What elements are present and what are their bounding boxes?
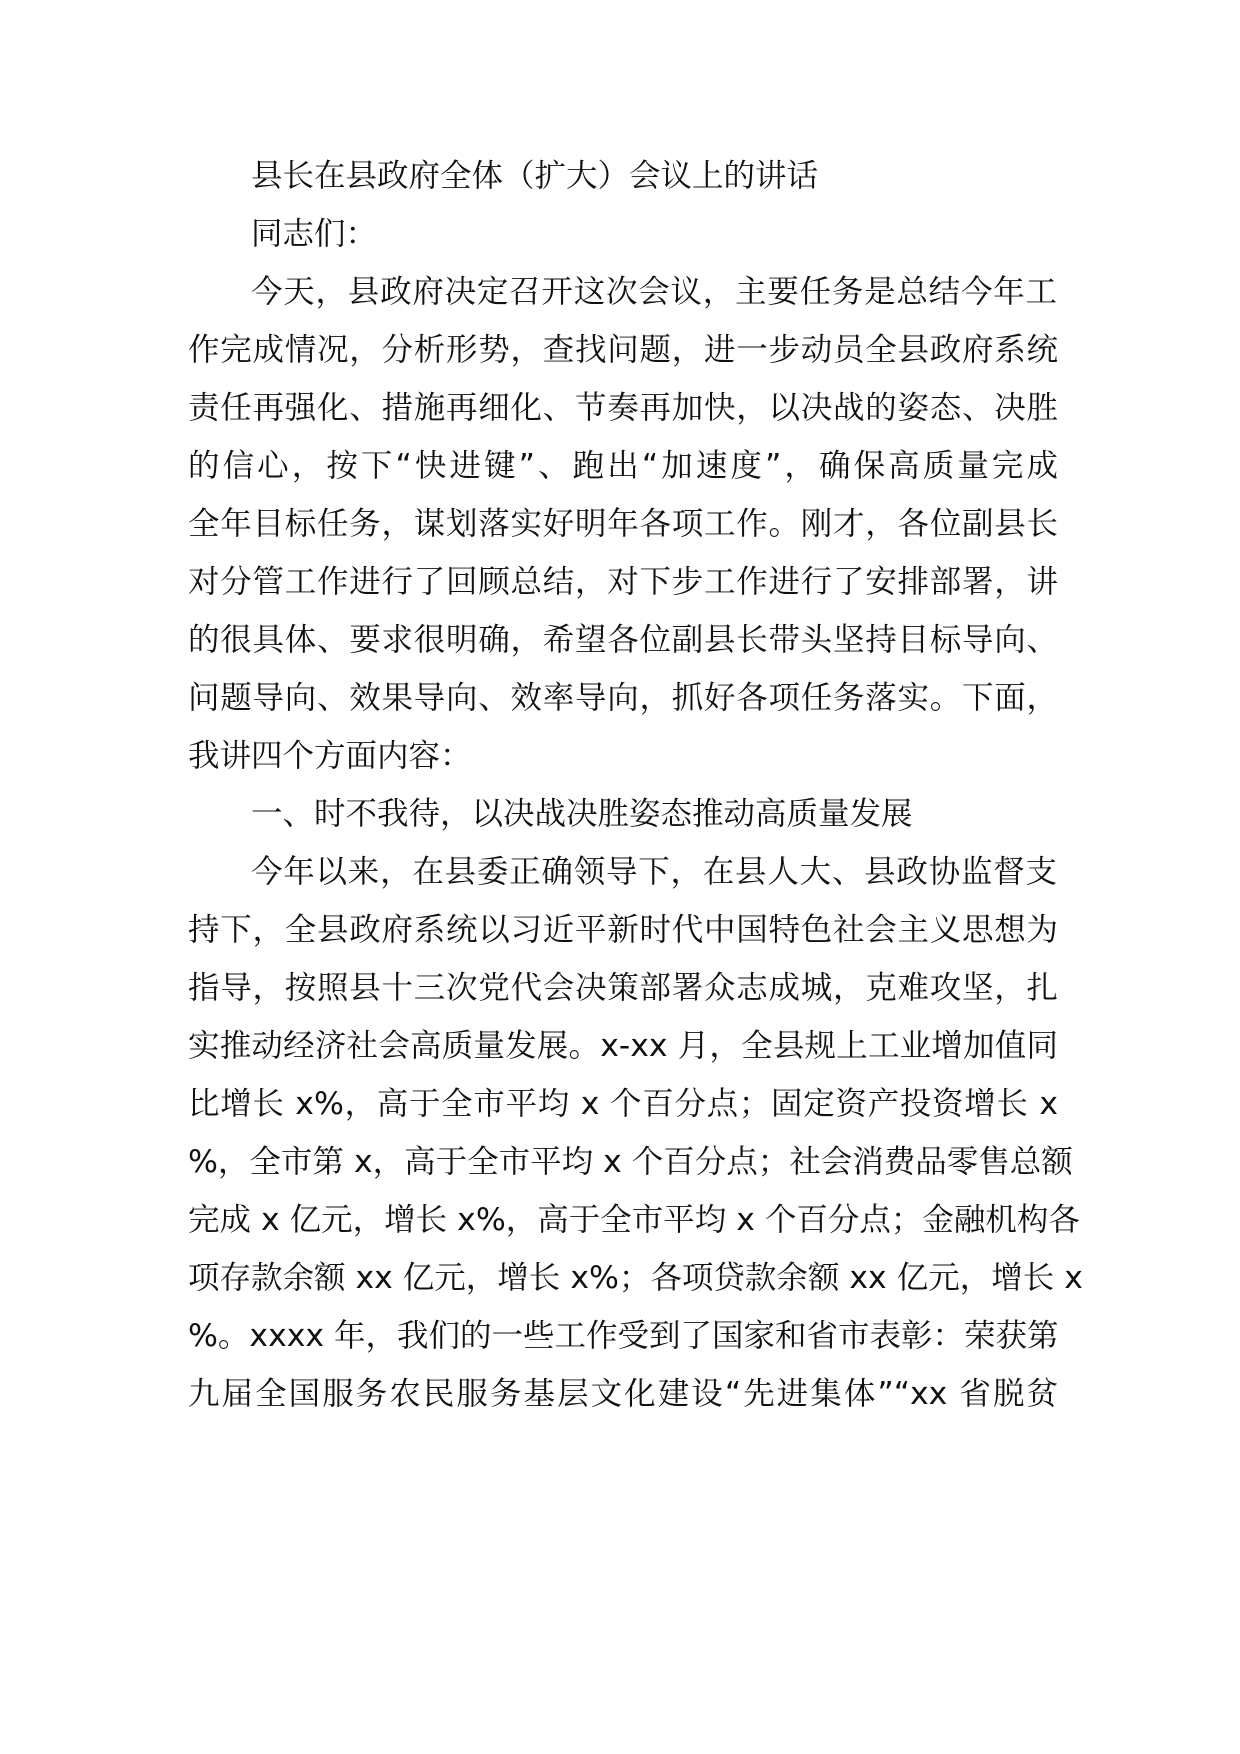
paragraph-line: 今年以来，在县委正确领导下，在县人大、县政协监督支: [251, 854, 1057, 890]
paragraph-line: 完成 x 亿元，增长 x%，高于全市平均 x 个百分点；金融机构各: [188, 1202, 1080, 1238]
paragraph-line: %。xxxx 年，我们的一些工作受到了国家和省市表彰：荣获第: [188, 1318, 1059, 1354]
paragraph-line: 全年目标任务，谋划落实好明年各项工作。刚才，各位副县长: [188, 506, 1058, 542]
paragraph-line: 比增长 x%，高于全市平均 x 个百分点；固定资产投资增长 x: [188, 1086, 1058, 1122]
paragraph-line: 今天，县政府决定召开这次会议，主要任务是总结今年工: [251, 274, 1057, 310]
paragraph-line: 项存款余额 xx 亿元，增长 x%；各项贷款余额 xx 亿元，增长 x: [188, 1260, 1083, 1296]
paragraph-line: 责任再强化、措施再细化、节奏再加快，以决战的姿态、决胜: [188, 390, 1058, 426]
paragraph-line: 作完成情况，分析形势，查找问题，进一步动员全县政府系统: [188, 332, 1058, 368]
paragraph-line: 我讲四个方面内容：: [188, 738, 472, 774]
paragraph-line: 实推动经济社会高质量发展。x-xx 月，全县规上工业增加值同: [188, 1028, 1058, 1064]
section-heading: 一、时不我待，以决战决胜姿态推动高质量发展: [251, 796, 913, 832]
paragraph-line: 对分管工作进行了回顾总结，对下步工作进行了安排部署，讲: [188, 564, 1058, 600]
paragraph-line: 持下，全县政府系统以习近平新时代中国特色社会主义思想为: [188, 912, 1058, 948]
paragraph-line: 指导，按照县十三次党代会决策部署众志成城，克难攻坚，扎: [188, 970, 1058, 1006]
paragraph-line: 九届全国服务农民服务基层文化建设“先进集体”“xx 省脱贫: [188, 1376, 1058, 1412]
paragraph-line: 问题导向、效果导向、效率导向，抓好各项任务落实。下面，: [188, 680, 1058, 716]
paragraph-line: 的信心，按下“快进键”、跑出“加速度”，确保高质量完成: [188, 448, 1058, 484]
document-title: 县长在县政府全体（扩大）会议上的讲话: [251, 158, 819, 194]
paragraph-line: 的很具体、要求很明确，希望各位副县长带头坚持目标导向、: [188, 622, 1058, 658]
paragraph-line: %，全市第 x，高于全市平均 x 个百分点；社会消费品零售总额: [188, 1144, 1073, 1180]
salutation: 同志们：: [251, 216, 378, 252]
